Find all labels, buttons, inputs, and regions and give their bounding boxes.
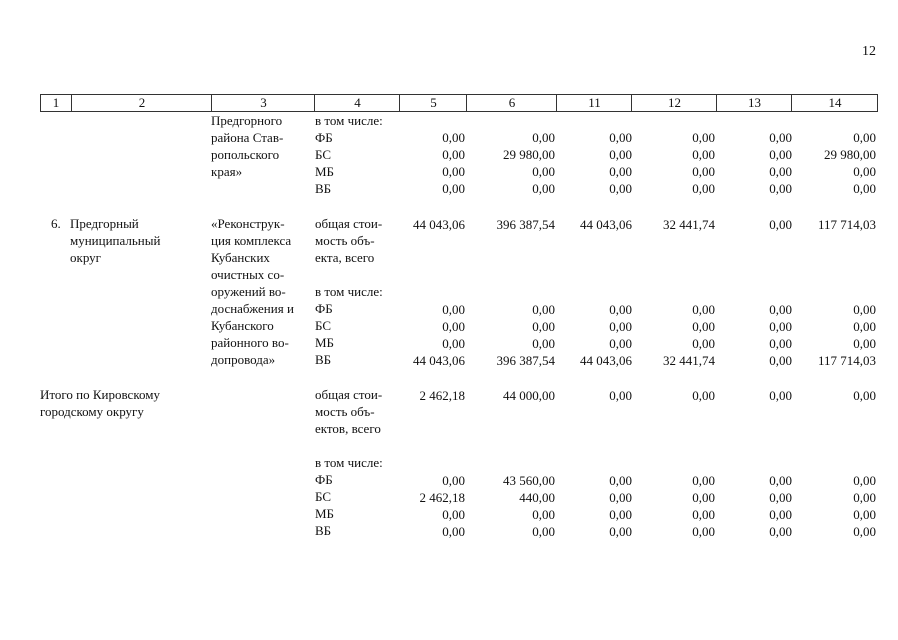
- table-cell-value: 0,00: [853, 302, 876, 317]
- header-col-4: 4: [314, 95, 400, 111]
- table-cell-value: 0,00: [532, 507, 555, 522]
- table-cell-value: 0,00: [692, 473, 715, 488]
- object-name-line: Кубанского: [211, 318, 274, 333]
- table-cell-value: 0,00: [609, 507, 632, 522]
- table-cell-value: 0,00: [609, 336, 632, 351]
- header-col-6: 6: [466, 95, 557, 111]
- funding-label: общая стои-: [315, 387, 383, 402]
- table-cell-value: 0,00: [442, 336, 465, 351]
- funding-label: БС: [315, 489, 332, 504]
- table-cell-value: 0,00: [609, 164, 632, 179]
- table-cell-value: 117 714,03: [817, 217, 876, 232]
- table-cell-value: 0,00: [853, 388, 876, 403]
- table-cell-value: 0,00: [609, 388, 632, 403]
- funding-label: МБ: [315, 506, 335, 521]
- table-cell-value: 0,00: [853, 130, 876, 145]
- table-cell-value: 0,00: [532, 181, 555, 196]
- table-cell-value: 0,00: [442, 164, 465, 179]
- municipality-name-line: округ: [70, 250, 101, 265]
- header-col-12: 12: [631, 95, 717, 111]
- table-cell-value: 44 000,00: [503, 388, 555, 403]
- table-cell-value: 2 462,18: [419, 388, 465, 403]
- table-cell-value: 0,00: [692, 147, 715, 162]
- table-cell-value: 0,00: [692, 490, 715, 505]
- header-col-5: 5: [399, 95, 467, 111]
- funding-label: в том числе:: [315, 284, 383, 299]
- object-name-line: «Реконструк-: [211, 216, 285, 231]
- table-cell-value: 0,00: [769, 388, 792, 403]
- object-name-line: района Став-: [211, 130, 284, 145]
- total-label-line: Итого по Кировскому: [40, 387, 160, 402]
- table-cell-value: 0,00: [532, 302, 555, 317]
- table-cell-value: 0,00: [692, 302, 715, 317]
- table-cell-value: 0,00: [769, 336, 792, 351]
- table-cell-value: 117 714,03: [817, 353, 876, 368]
- table-cell-value: 0,00: [442, 147, 465, 162]
- funding-label: общая стои-: [315, 216, 383, 231]
- table-cell-value: 0,00: [769, 164, 792, 179]
- table-cell-value: 0,00: [692, 319, 715, 334]
- table-cell-value: 0,00: [692, 164, 715, 179]
- table-cell-value: 0,00: [532, 130, 555, 145]
- table-cell-value: 0,00: [532, 524, 555, 539]
- table-cell-value: 0,00: [769, 302, 792, 317]
- table-cell-value: 0,00: [609, 181, 632, 196]
- row-number: 6.: [51, 216, 61, 231]
- funding-label: ектов, всего: [315, 421, 381, 436]
- table-cell-value: 32 441,74: [663, 217, 715, 232]
- municipality-name-line: муниципальный: [70, 233, 161, 248]
- funding-label: МБ: [315, 335, 335, 350]
- table-cell-value: 0,00: [769, 473, 792, 488]
- municipality-name-line: Предгорный: [70, 216, 139, 231]
- table-cell-value: 0,00: [769, 524, 792, 539]
- table-cell-value: 0,00: [609, 524, 632, 539]
- table-cell-value: 0,00: [853, 524, 876, 539]
- funding-label: БС: [315, 147, 332, 162]
- table-cell-value: 0,00: [853, 319, 876, 334]
- table-cell-value: 29 980,00: [824, 147, 876, 162]
- table-cell-value: 0,00: [853, 473, 876, 488]
- table-cell-value: 29 980,00: [503, 147, 555, 162]
- table-cell-value: 0,00: [769, 490, 792, 505]
- funding-label: ВБ: [315, 181, 332, 196]
- funding-label: ВБ: [315, 523, 332, 538]
- header-col-13: 13: [716, 95, 792, 111]
- table-cell-value: 396 387,54: [496, 217, 555, 232]
- header-col-1: 1: [52, 95, 60, 110]
- object-name-line: допровода»: [211, 352, 276, 367]
- page-number: 12: [862, 44, 876, 59]
- funding-label: мость объ-: [315, 404, 375, 419]
- funding-label: мость объ-: [315, 233, 375, 248]
- funding-label: екта, всего: [315, 250, 375, 265]
- table-cell-value: 0,00: [609, 473, 632, 488]
- table-cell-value: 0,00: [769, 130, 792, 145]
- table-cell-value: 0,00: [692, 181, 715, 196]
- table-cell-value: 44 043,06: [413, 217, 465, 232]
- table-cell-value: 0,00: [532, 319, 555, 334]
- funding-label: БС: [315, 318, 332, 333]
- funding-label: ФБ: [315, 301, 333, 316]
- object-name-line: ропольского: [211, 147, 280, 162]
- funding-label: ФБ: [315, 472, 333, 487]
- object-name-line: очистных со-: [211, 267, 285, 282]
- table-cell-value: 0,00: [853, 164, 876, 179]
- table-cell-value: 0,00: [853, 507, 876, 522]
- table-cell-value: 0,00: [442, 181, 465, 196]
- funding-label: ВБ: [315, 352, 332, 367]
- table-cell-value: 44 043,06: [413, 353, 465, 368]
- table-cell-value: 440,00: [519, 490, 555, 505]
- object-name-line: ция комплекса: [211, 233, 292, 248]
- object-name-line: районного во-: [211, 335, 289, 350]
- table-cell-value: 0,00: [853, 336, 876, 351]
- table-cell-value: 0,00: [609, 319, 632, 334]
- table-cell-value: 0,00: [442, 302, 465, 317]
- funding-label: ФБ: [315, 130, 333, 145]
- table-cell-value: 0,00: [769, 507, 792, 522]
- total-label-line: городскому округу: [40, 404, 144, 419]
- table-cell-value: 0,00: [853, 181, 876, 196]
- header-col-14: 14: [791, 95, 878, 111]
- object-name-line: доснабжения и: [211, 301, 294, 316]
- funding-label: в том числе:: [315, 113, 383, 128]
- table-cell-value: 0,00: [609, 130, 632, 145]
- funding-label: в том числе:: [315, 455, 383, 470]
- table-cell-value: 0,00: [692, 336, 715, 351]
- object-name-line: края»: [211, 164, 243, 179]
- table-cell-value: 43 560,00: [503, 473, 555, 488]
- table-cell-value: 0,00: [692, 507, 715, 522]
- object-name-line: оружений во-: [211, 284, 286, 299]
- table-cell-value: 0,00: [442, 319, 465, 334]
- table-cell-value: 44 043,06: [580, 353, 632, 368]
- table-cell-value: 32 441,74: [663, 353, 715, 368]
- header-col-2: 2: [71, 95, 212, 111]
- object-name-line: Предгорного: [211, 113, 283, 128]
- table-cell-value: 0,00: [769, 147, 792, 162]
- table-cell-value: 0,00: [442, 473, 465, 488]
- table-cell-value: 0,00: [853, 490, 876, 505]
- header-col-3: 3: [211, 95, 315, 111]
- table-cell-value: 0,00: [692, 524, 715, 539]
- table-cell-value: 0,00: [532, 164, 555, 179]
- funding-label: МБ: [315, 164, 335, 179]
- table-cell-value: 0,00: [442, 524, 465, 539]
- header-col-11: 11: [556, 95, 632, 111]
- table-cell-value: 0,00: [769, 181, 792, 196]
- table-cell-value: 0,00: [692, 130, 715, 145]
- table-header-row: [40, 94, 878, 112]
- table-cell-value: 0,00: [609, 147, 632, 162]
- object-name-line: Кубанских: [211, 250, 270, 265]
- table-cell-value: 0,00: [442, 130, 465, 145]
- table-cell-value: 0,00: [609, 302, 632, 317]
- table-cell-value: 0,00: [692, 388, 715, 403]
- table-cell-value: 0,00: [769, 217, 792, 232]
- table-cell-value: 0,00: [609, 490, 632, 505]
- table-cell-value: 0,00: [442, 507, 465, 522]
- table-cell-value: 44 043,06: [580, 217, 632, 232]
- table-cell-value: 0,00: [532, 336, 555, 351]
- table-cell-value: 0,00: [769, 319, 792, 334]
- table-cell-value: 0,00: [769, 353, 792, 368]
- table-cell-value: 2 462,18: [419, 490, 465, 505]
- table-cell-value: 396 387,54: [496, 353, 555, 368]
